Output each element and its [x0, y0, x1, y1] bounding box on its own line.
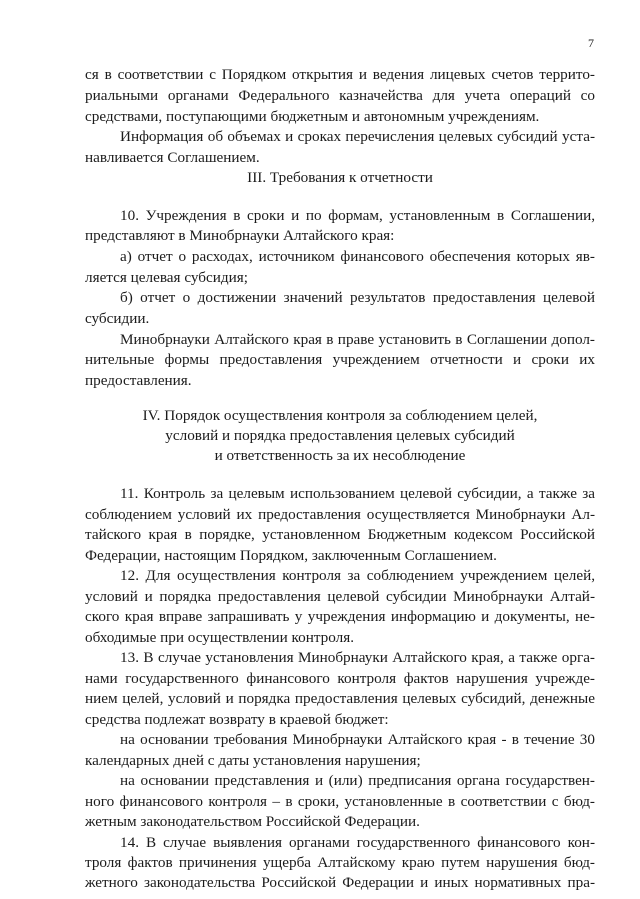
section-heading-4: IV. Порядок осуществления контроля за соблюдением целей,	[142, 407, 538, 424]
paragraph-line: обходимые при осуществлении контроля.	[85, 629, 355, 646]
paragraph-line: на основании требования Минобрнауки Алтайского края - в течение 30	[120, 731, 595, 748]
paragraph-line: условий и порядка предоставления целевой субсидии Минобрнауки Алтай-	[85, 588, 595, 605]
list-item-line: субсидии.	[85, 310, 150, 327]
paragraph-line: нами государственного финансового контроля фактов нарушения учрежде-	[85, 670, 595, 687]
list-item-line: б) отчет о достижении значений результатов предоставления целевой	[120, 289, 595, 306]
paragraph-line: нительные формы предоставления учреждением отчетности и сроки их	[85, 351, 595, 368]
paragraph-line: жетного законодательства Российской Федерации и иных нормативных пра-	[85, 874, 595, 891]
section-heading-3: III. Требования к отчетности	[247, 169, 433, 186]
paragraph-line: 12. Для осуществления контроля за соблюдением учреждением целей,	[120, 567, 595, 584]
paragraph-line: календарных дней с даты установления нарушения;	[85, 752, 421, 769]
paragraph-line: предоставления.	[85, 372, 192, 389]
paragraph-line: троля фактов причинения ущерба Алтайскому краю путем нарушения бюд-	[85, 854, 595, 871]
paragraph-line: ского края вправе запрашивать у учреждения информацию и документы, не-	[85, 608, 595, 625]
paragraph-line: 14. В случае выявления органами государственного финансового кон-	[120, 834, 595, 851]
paragraph-line: Минобрнауки Алтайского края в праве установить в Соглашении допол-	[120, 331, 595, 348]
paragraph-line: жетным законодательством Российской Федерации.	[85, 813, 420, 830]
paragraph-line: навливается Соглашением.	[85, 149, 260, 166]
section-heading-4: и ответственность за их несоблюдение	[214, 447, 466, 464]
paragraph-line: 11. Контроль за целевым использованием целевой субсидии, а также за	[120, 485, 595, 502]
paragraph-line: соблюдением условий их предоставления осуществляется Минобрнауки Ал-	[85, 506, 595, 523]
list-item-line: а) отчет о расходах, источником финансового обеспечения которых яв-	[120, 248, 595, 265]
paragraph-line: ся в соответствии с Порядком открытия и ведения лицевых счетов террито-	[85, 66, 595, 83]
paragraph-line: 10. Учреждения в сроки и по формам, установленным в Соглашении,	[120, 207, 595, 224]
section-heading-4: условий и порядка предоставления целевых субсидий	[165, 427, 515, 444]
paragraph-line: Федерации, настоящим Порядком, заключенным Соглашением.	[85, 547, 497, 564]
paragraph-line: тайского края в порядке, установленном Бюджетным кодексом Российской	[85, 526, 595, 543]
paragraph-line: риальными органами Федерального казначейства для учета операций со	[85, 87, 595, 104]
paragraph-line: средства подлежат возврату в краевой бюджет:	[85, 711, 389, 728]
paragraph-line: представляют в Минобрнауки Алтайского края:	[85, 227, 395, 244]
page-number: 7	[588, 36, 594, 50]
paragraph-line: средствами, поступающими бюджетным и автономным учреждениям.	[85, 108, 540, 125]
paragraph-line: ного финансового контроля – в сроки, установленные в соответствии с бюд-	[85, 793, 595, 810]
paragraph-line: 13. В случае установления Минобрнауки Алтайского края, а также орга-	[120, 649, 595, 666]
paragraph-line: на основании представления и (или) предписания органа государствен-	[120, 772, 595, 789]
list-item-line: ляется целевая субсидия;	[85, 269, 248, 286]
paragraph-line: нием целей, условий и порядка предоставления целевых субсидий, денежные	[85, 690, 595, 707]
paragraph-line: Информация об объемах и сроках перечисления целевых субсидий уста-	[120, 128, 595, 145]
